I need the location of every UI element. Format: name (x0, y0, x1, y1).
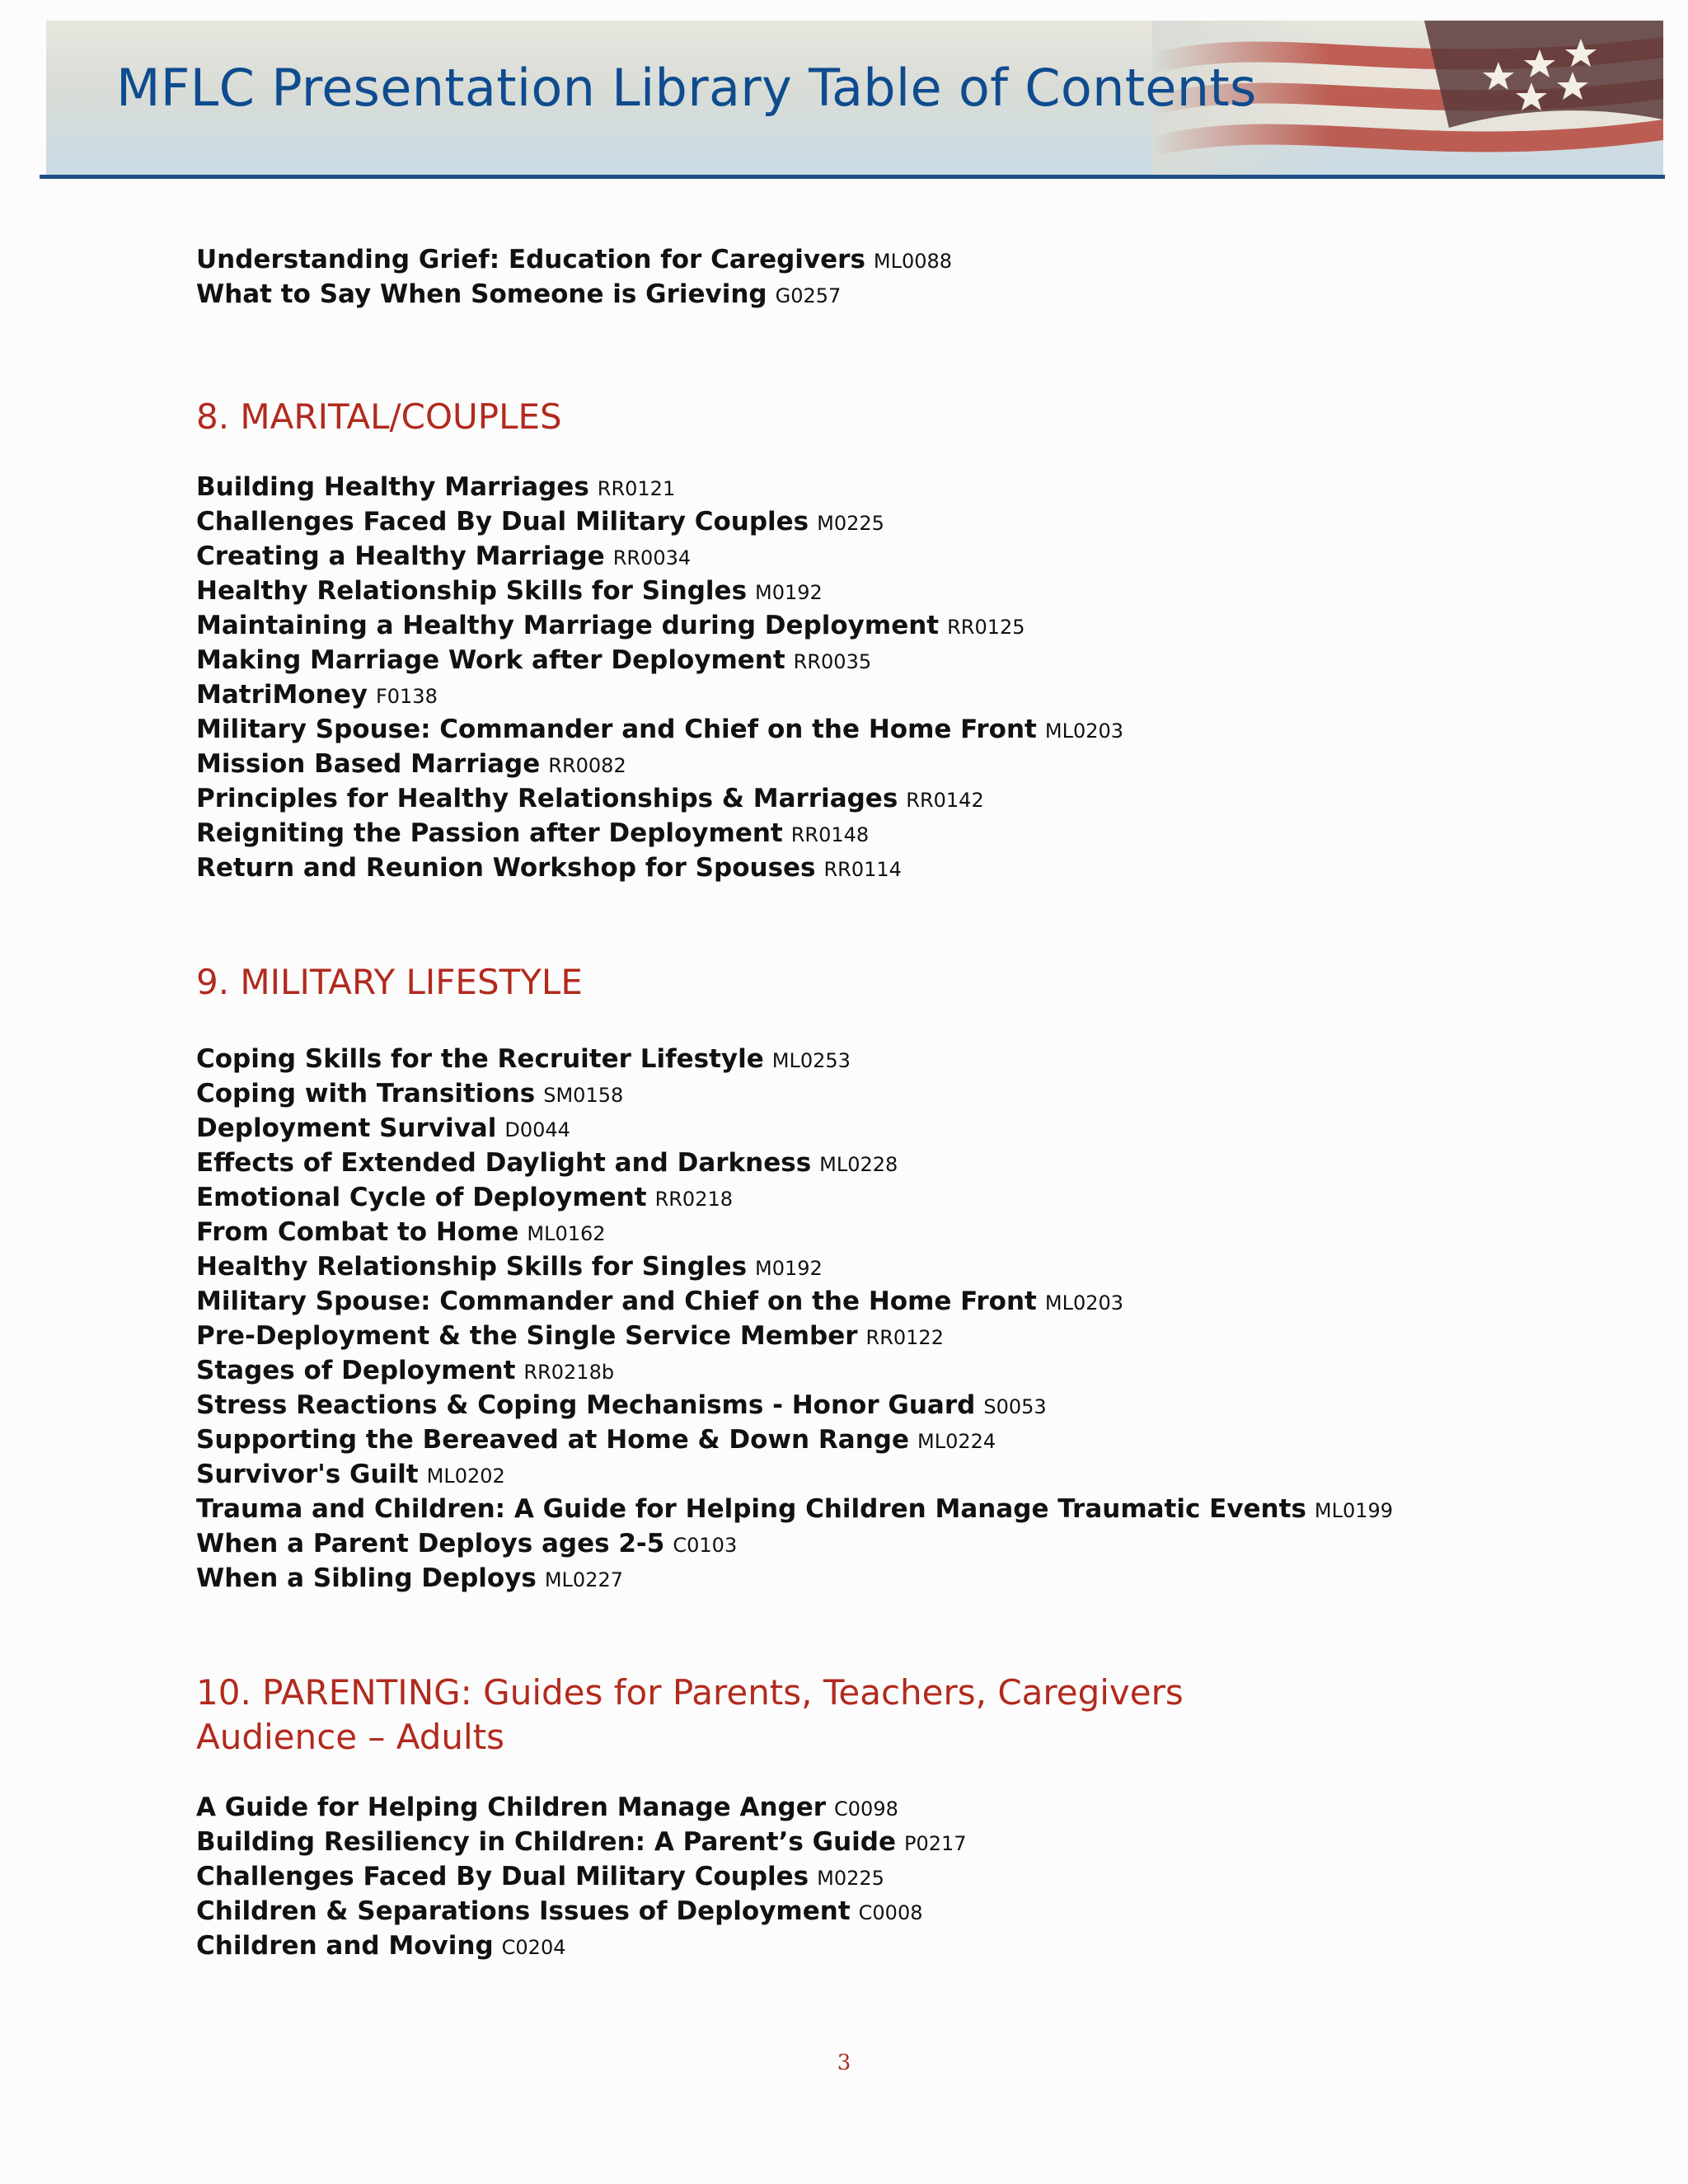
list-item (196, 1825, 1597, 1860)
list-item (196, 609, 1597, 644)
entry-title: What to Say When Someone is Grieving (196, 279, 767, 309)
entry-code: ML0199 (1314, 1499, 1394, 1522)
entry-title: Trauma and Children: A Guide for Helping Children Manage Traumatic Events (196, 1494, 1306, 1524)
entry-code: M0225 (817, 1867, 884, 1890)
entry-title: Creating a Healthy Marriage (196, 541, 605, 571)
list-item (196, 1791, 1597, 1825)
entry-code: P0217 (904, 1832, 967, 1855)
entry-title: Building Resiliency in Children: A Parent’s Guide (196, 1827, 897, 1857)
table-of-contents (196, 243, 1597, 1964)
section-parenting (196, 1671, 1597, 1964)
entry-title: Coping with Transitions (196, 1079, 536, 1108)
entry-title: Coping Skills for the Recruiter Lifestyle (196, 1044, 764, 1074)
lead-entries (196, 243, 1597, 312)
entry-code: SM0158 (543, 1084, 624, 1107)
entry-code: RR0121 (597, 477, 676, 500)
entry-code: C0103 (673, 1534, 738, 1557)
entry-title: Challenges Faced By Dual Military Couples (196, 507, 809, 537)
list-item (196, 851, 1597, 886)
entry-code: RR0218b (523, 1361, 615, 1384)
list-item (196, 1285, 1597, 1319)
list-item (196, 748, 1597, 782)
section-heading: 10. PARENTING: Guides for Parents, Teachers, Caregivers (196, 1672, 1184, 1713)
entry-title: Mission Based Marriage (196, 749, 541, 779)
entry-title: Maintaining a Healthy Marriage during Deployment (196, 611, 940, 640)
list-item (196, 278, 1597, 312)
entry-code: ML0253 (771, 1049, 851, 1072)
entry-code: M0192 (755, 581, 823, 604)
entry-code: ML0203 (1044, 719, 1124, 743)
entry-code: ML0088 (873, 250, 953, 273)
section-marital-couples (196, 395, 1597, 886)
section-military-lifestyle (196, 960, 1597, 1596)
entry-code: M0225 (817, 512, 884, 535)
entry-title: Making Marriage Work after Deployment (196, 645, 785, 675)
entry-title: Children & Separations Issues of Deployment (196, 1896, 851, 1926)
list-item (196, 243, 1597, 278)
entry-code: RR0125 (947, 616, 1025, 639)
list-item (196, 1043, 1597, 1077)
entry-title: Deployment Survival (196, 1113, 497, 1143)
entry-code: ML0202 (426, 1465, 505, 1488)
section-heading: 9. MILITARY LIFESTYLE (196, 962, 583, 1002)
entry-title: A Guide for Helping Children Manage Anger (196, 1793, 827, 1822)
entry-title: MatriMoney (196, 680, 368, 710)
list-item (196, 1077, 1597, 1112)
list-item (196, 817, 1597, 851)
entry-title: Survivor's Guilt (196, 1460, 419, 1489)
entry-code: C0008 (858, 1901, 923, 1924)
entry-title: Stress Reactions & Coping Mechanisms - Honor Guard (196, 1390, 976, 1420)
list-item (196, 1860, 1597, 1895)
entry-title: Military Spouse: Commander and Chief on the Home Front (196, 715, 1037, 744)
entry-title: Effects of Extended Daylight and Darkness (196, 1148, 812, 1178)
entry-code: ML0227 (544, 1568, 623, 1591)
entry-title: Reigniting the Passion after Deployment (196, 818, 783, 848)
entry-code: RR0034 (612, 546, 692, 569)
header-banner (46, 21, 1663, 176)
entry-title: Challenges Faced By Dual Military Couples (196, 1862, 809, 1891)
list-item (196, 1319, 1597, 1354)
list-item (196, 1354, 1597, 1389)
list-item (196, 644, 1597, 678)
list-item (196, 1389, 1597, 1423)
list-item (196, 505, 1597, 540)
list-item (196, 1250, 1597, 1285)
entry-code: D0044 (504, 1118, 570, 1141)
entry-title: From Combat to Home (196, 1217, 519, 1247)
list-item (196, 713, 1597, 748)
list-item (196, 1458, 1597, 1493)
page-number: 3 (837, 2050, 851, 2075)
list-item (196, 1527, 1597, 1562)
entry-title: Building Healthy Marriages (196, 472, 589, 502)
entry-code: ML0162 (527, 1222, 606, 1245)
list-item (196, 1181, 1597, 1216)
entry-title: When a Sibling Deploys (196, 1563, 537, 1593)
list-item (196, 1929, 1597, 1964)
entry-title: Healthy Relationship Skills for Singles (196, 1252, 748, 1282)
entry-title: Return and Reunion Workshop for Spouses (196, 853, 816, 883)
entry-code: M0192 (755, 1257, 823, 1280)
entry-title: Children and Moving (196, 1931, 494, 1961)
entry-code: RR0148 (790, 823, 870, 846)
list-item (196, 1895, 1597, 1929)
list-item (196, 782, 1597, 817)
list-item (196, 1216, 1597, 1250)
entry-title: Understanding Grief: Education for Caregivers (196, 245, 865, 274)
entry-code: C0204 (501, 1936, 566, 1959)
entry-code: ML0228 (819, 1153, 898, 1176)
entry-code: RR0035 (793, 650, 872, 673)
entry-code: ML0203 (1044, 1291, 1124, 1315)
entry-code: RR0218 (654, 1188, 734, 1211)
entry-title: Emotional Cycle of Deployment (196, 1183, 647, 1212)
entry-code: F0138 (375, 685, 438, 708)
entry-title: Healthy Relationship Skills for Singles (196, 576, 748, 606)
header-divider (40, 175, 1665, 179)
entry-code: RR0082 (548, 754, 626, 777)
entry-code: RR0114 (823, 858, 902, 881)
list-item (196, 1112, 1597, 1146)
list-item (196, 1146, 1597, 1181)
entry-title: Pre-Deployment & the Single Service Member (196, 1321, 858, 1351)
entry-code: RR0122 (865, 1326, 944, 1349)
section-heading: 8. MARITAL/COUPLES (196, 396, 562, 437)
entry-code: C0098 (834, 1797, 898, 1821)
list-item (196, 678, 1597, 713)
entry-title: Supporting the Bereaved at Home & Down Range (196, 1425, 909, 1455)
section-subheading: Audience – Adults (196, 1717, 505, 1757)
entry-code: ML0224 (917, 1430, 996, 1453)
entry-title: Stages of Deployment (196, 1356, 516, 1385)
list-item (196, 540, 1597, 574)
list-item (196, 471, 1597, 505)
entry-code: G0257 (775, 284, 842, 307)
entry-title: Military Spouse: Commander and Chief on the Home Front (196, 1286, 1037, 1316)
entry-code: RR0142 (906, 789, 984, 812)
list-item (196, 1562, 1597, 1596)
list-item (196, 1493, 1597, 1527)
entry-title: When a Parent Deploys ages 2-5 (196, 1529, 665, 1558)
entry-code: S0053 (983, 1395, 1047, 1418)
page-title: MFLC Presentation Library Table of Contents (116, 58, 1257, 118)
entry-title: Principles for Healthy Relationships & Marriages (196, 784, 898, 813)
list-item (196, 1423, 1597, 1458)
list-item (196, 574, 1597, 609)
